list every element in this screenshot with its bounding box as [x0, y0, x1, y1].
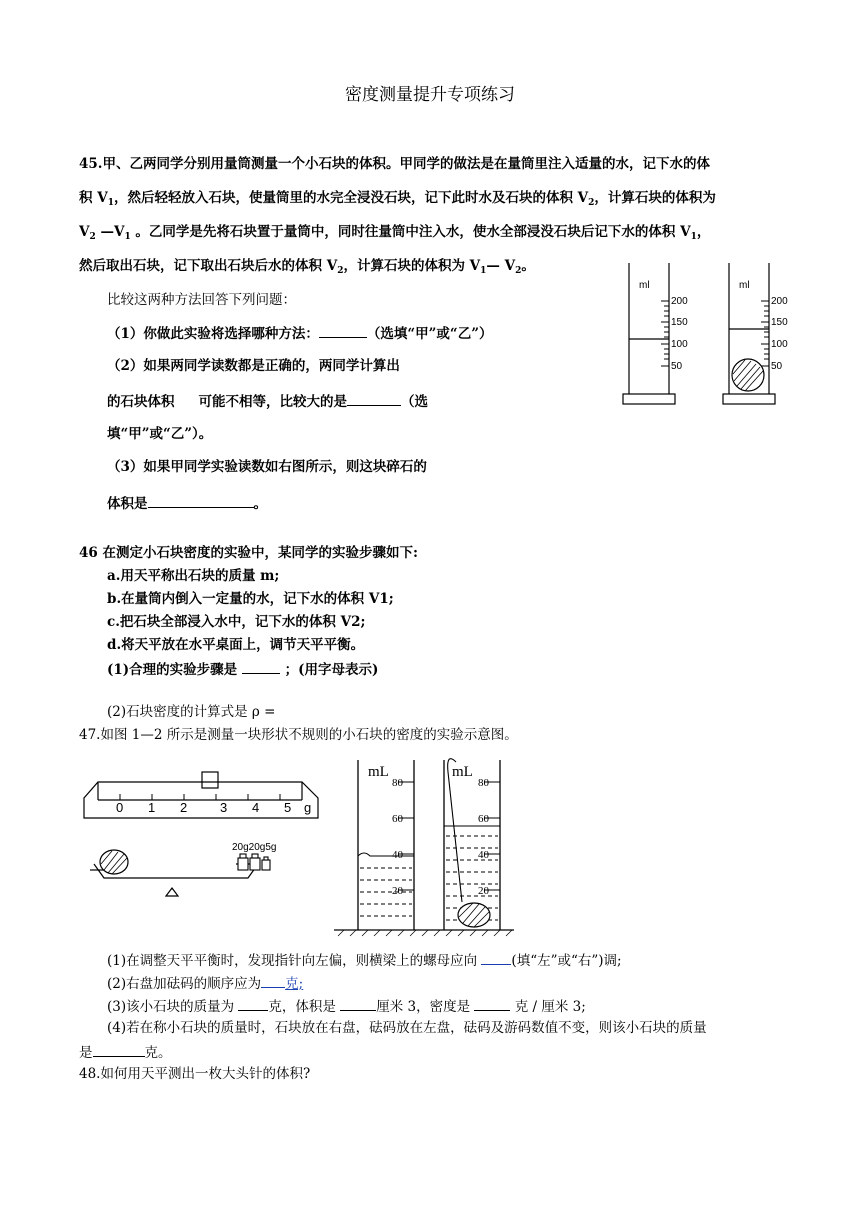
- cyl-tick: 80: [392, 777, 403, 789]
- scale-label: 5: [284, 800, 292, 815]
- q46-sub1: (1)合理的实验步骤是 ；(用字母表示): [107, 659, 378, 679]
- q47-sub1: (1)在调整天平平衡时，发现指针向左偏，则横梁上的螺母应向 (填“左”或“右”)调;: [107, 950, 622, 970]
- cyl1-tick: 150: [671, 317, 688, 328]
- scale-unit: g: [304, 800, 312, 815]
- q47-sub2: (2)右盘加砝码的顺序应为 克;: [107, 973, 303, 993]
- cyl2-unit: ml: [739, 280, 750, 291]
- q46-step-c: c.把石块全部浸入水中，记下水的体积 V2;: [107, 614, 366, 630]
- cyl2-tick: 100: [771, 339, 788, 350]
- balance-figure: [80, 760, 330, 915]
- cyl1-unit: ml: [639, 280, 650, 291]
- q45-part1: （1）你做此实验将选择哪种方法： （选填“甲”或“乙”）: [107, 323, 492, 343]
- rider: [202, 772, 218, 788]
- cyl-tick: 60: [478, 813, 489, 825]
- q48: 48.如何用天平测出一枚大头针的体积?: [79, 1066, 311, 1082]
- cyl2-tick: 200: [771, 296, 788, 307]
- q45-part2c: 填“甲”或“乙”）。: [107, 426, 213, 442]
- stone-on-pan: [100, 850, 128, 874]
- weights-on-pan: [238, 854, 270, 870]
- q45-part3a: （3）如果甲同学实验读数如右图所示，则这块碎石的: [107, 459, 427, 475]
- cyl-tick: 40: [392, 849, 403, 861]
- q47-sub3: (3)该小石块的质量为 克，体积是 厘米 3，密度是 克 / 厘米 3;: [107, 996, 586, 1016]
- thread: [448, 759, 462, 902]
- q46-step-a: a.用天平称出石块的质量 m;: [107, 568, 280, 584]
- cyl1-tick: 200: [671, 296, 688, 307]
- scale-label: 3: [220, 800, 228, 815]
- q47-cylinders-figure: [334, 752, 514, 937]
- q45-compare: 比较这两种方法回答下列问题：: [107, 292, 296, 308]
- q45-cylinders-figure: [615, 258, 795, 408]
- scale-label: 4: [252, 800, 260, 815]
- page-title: 密度测量提升专项练习: [345, 85, 515, 105]
- cyl-tick: 60: [392, 813, 403, 825]
- cyl-tick: 80: [478, 777, 489, 789]
- scale-label: 0: [116, 800, 124, 815]
- q46-step-b: b.在量筒内倒入一定量的水，记下水的体积 V1;: [107, 591, 394, 607]
- cyl2-tick: 50: [771, 361, 783, 372]
- q47-sub4a: (4)若在称小石块的质量时，石块放在右盘，砝码放在左盘，砝码及游码数值不变，则该小石块的质量: [107, 1020, 707, 1036]
- q45-part3b: 体积是 。: [107, 493, 267, 513]
- q45-line4: 然后取出石块，记下取出石块后水的体积 $V_2$，计算石块的体积为 $V_1—$ $V_2$。: [79, 258, 535, 276]
- q47-sub4b: 是 克。: [79, 1042, 172, 1062]
- cyl-tick: 20: [392, 885, 403, 897]
- cyl1-tick: 50: [671, 361, 683, 372]
- cyl-tick: 40: [478, 849, 489, 861]
- scale-label: 1: [148, 800, 156, 815]
- q45-line2: 积 $V_1$，然后轻轻放入石块，使量筒里的水完全浸没石块，记下此时水及石块的体积 $V_2$，计算石块的体积为: [79, 190, 716, 208]
- cyl-unit: mL: [368, 764, 389, 780]
- q45-part2b: 的石块体积 可能不相等，比较大的是 （选: [107, 391, 428, 411]
- q45-part2a: （2）如果两同学读数都是正确的，两同学计算出: [107, 358, 400, 374]
- q47-head: 47.如图 1—2 所示是测量一块形状不规则的小石块的密度的实验示意图。: [79, 727, 518, 743]
- q45-line3: $V_2$ $—V_1$ 。乙同学是先将石块置于量筒中，同时往量筒中注入水，使水全部浸没石块后记下水的体积 $V_1$，: [79, 224, 711, 242]
- q46-step-d: d.将天平放在水平桌面上，调节天平平衡。: [107, 637, 365, 653]
- stone-on-thread: [458, 903, 490, 927]
- q46-sub2: (2)石块密度的计算式是 ρ =: [107, 704, 276, 720]
- cyl1-tick: 100: [671, 339, 688, 350]
- cyl-unit: mL: [452, 764, 473, 780]
- cyl2-tick: 150: [771, 317, 788, 328]
- q45-line1: 45.甲、乙两同学分别用量筒测量一个小石块的体积。甲同学的做法是在量筒里注入适量的水，记下水的体: [79, 156, 710, 172]
- weights-label: 20g20g5g: [232, 842, 277, 853]
- scale-label: 2: [180, 800, 188, 815]
- cyl-tick: 20: [478, 885, 489, 897]
- q46-head: 46 在测定小石块密度的实验中，某同学的实验步骤如下:: [79, 545, 418, 561]
